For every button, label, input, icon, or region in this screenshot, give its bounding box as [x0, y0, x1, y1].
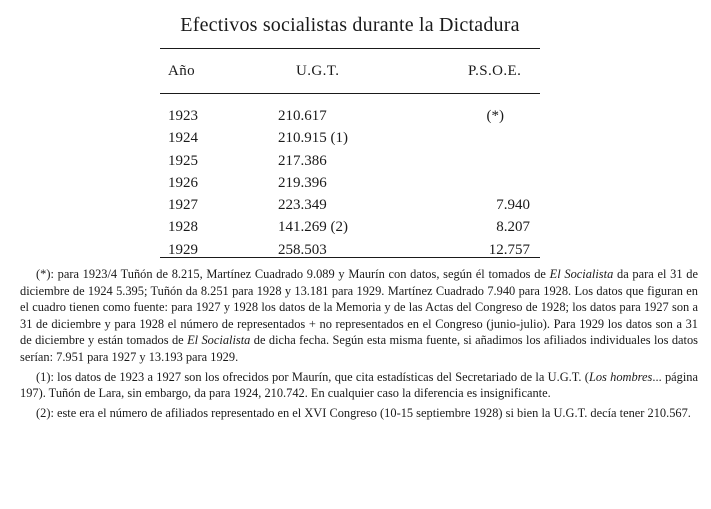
cell-ugt: 141.269 (2) — [278, 219, 348, 236]
cell-year: 1926 — [168, 174, 198, 191]
cell-ugt: 223.349 — [278, 197, 327, 214]
header-year: Año — [168, 63, 196, 79]
footnote-text: da para el 31 de diciembre de 1924 5.395; Tuñón da 8.251 para 1928 y 13.181 para 1929. Martínez Cuadrado 7.940 para 1928. Los datos que figuran en el cuadro tienen como fuente: para 1927 y 1928 los datos de la Memoria y de las Actas del Congreso de 1928; los datos para 1927 son a 31 de diciembre y para 1928 el número de representados + no representados en el Congreso (junio-julio). Para 1929 los datos son a 31 de diciembre y están tomados de — [20, 267, 698, 348]
cell-ugt: 219.396 — [278, 174, 327, 191]
cell-ugt: 258.503 — [278, 241, 327, 258]
footnotes — [20, 266, 698, 421]
cell-year: 1929 — [168, 241, 198, 258]
footnote-italic: El Socialista — [549, 267, 614, 281]
footnote-text: (*): para 1923/4 Tuñón de 8.215, Martínez Cuadrado 9.089 y Maurín con datos, según él tomados de — [36, 267, 550, 281]
header-psoe: P.S.O.E. — [468, 63, 522, 79]
footnote-italic: El Socialista — [187, 333, 251, 348]
footnote-text: de dicha fecha. Según esta misma fuente, si añadimos los afiliados individuales los datos serían: 7.951 para 1927 y 13.193 para 1929. — [20, 333, 699, 364]
footnote-text: ... página 197). Tuñón de Lara, sin embargo, da para 1924, 210.742. En cualquier caso la diferencia es insignificante. — [20, 369, 698, 401]
footnote-text: (1): los datos de 1923 a 1927 son los ofrecidos por Maurín, que cita estadísticas del Secretariado de la U.G.T. ( — [36, 369, 589, 384]
cell-year: 1923 — [168, 108, 198, 124]
cell-year: 1925 — [168, 152, 198, 169]
table-top-rule — [160, 48, 540, 49]
cell-ugt: 210.915 (1) — [278, 130, 348, 147]
cell-psoe: (*) — [486, 108, 504, 124]
cell-year: 1924 — [168, 130, 198, 147]
table-row — [160, 150, 540, 172]
table-row — [160, 216, 540, 238]
table-row — [160, 105, 540, 127]
table-header-rule — [160, 93, 540, 94]
cell-psoe: 7.940 — [496, 197, 530, 214]
table-title: Efectivos socialistas durante la Dictadura — [180, 14, 520, 36]
table-body — [160, 105, 540, 261]
cell-year: 1928 — [168, 219, 198, 236]
footnote-text: (2): este era el número de afiliados representado en el XVI Congreso (10-15 septiembre 1928) si bien la U.G.T. decía tener 210.567. — [36, 405, 691, 420]
cell-psoe: 12.757 — [488, 241, 530, 258]
cell-ugt: 210.617 — [278, 108, 327, 124]
footnote-2 — [20, 405, 698, 422]
table-row — [160, 194, 540, 216]
cell-psoe: 8.207 — [496, 219, 530, 236]
footnote-italic: Los hombres — [588, 369, 653, 384]
cell-year: 1927 — [168, 197, 198, 214]
header-ugt: U.G.T. — [296, 63, 340, 79]
cell-ugt: 217.386 — [278, 152, 327, 169]
table-row — [160, 172, 540, 194]
table-bottom-rule — [160, 257, 540, 258]
table-row — [160, 127, 540, 149]
footnote-star — [20, 266, 698, 366]
footnote-1 — [20, 369, 698, 402]
